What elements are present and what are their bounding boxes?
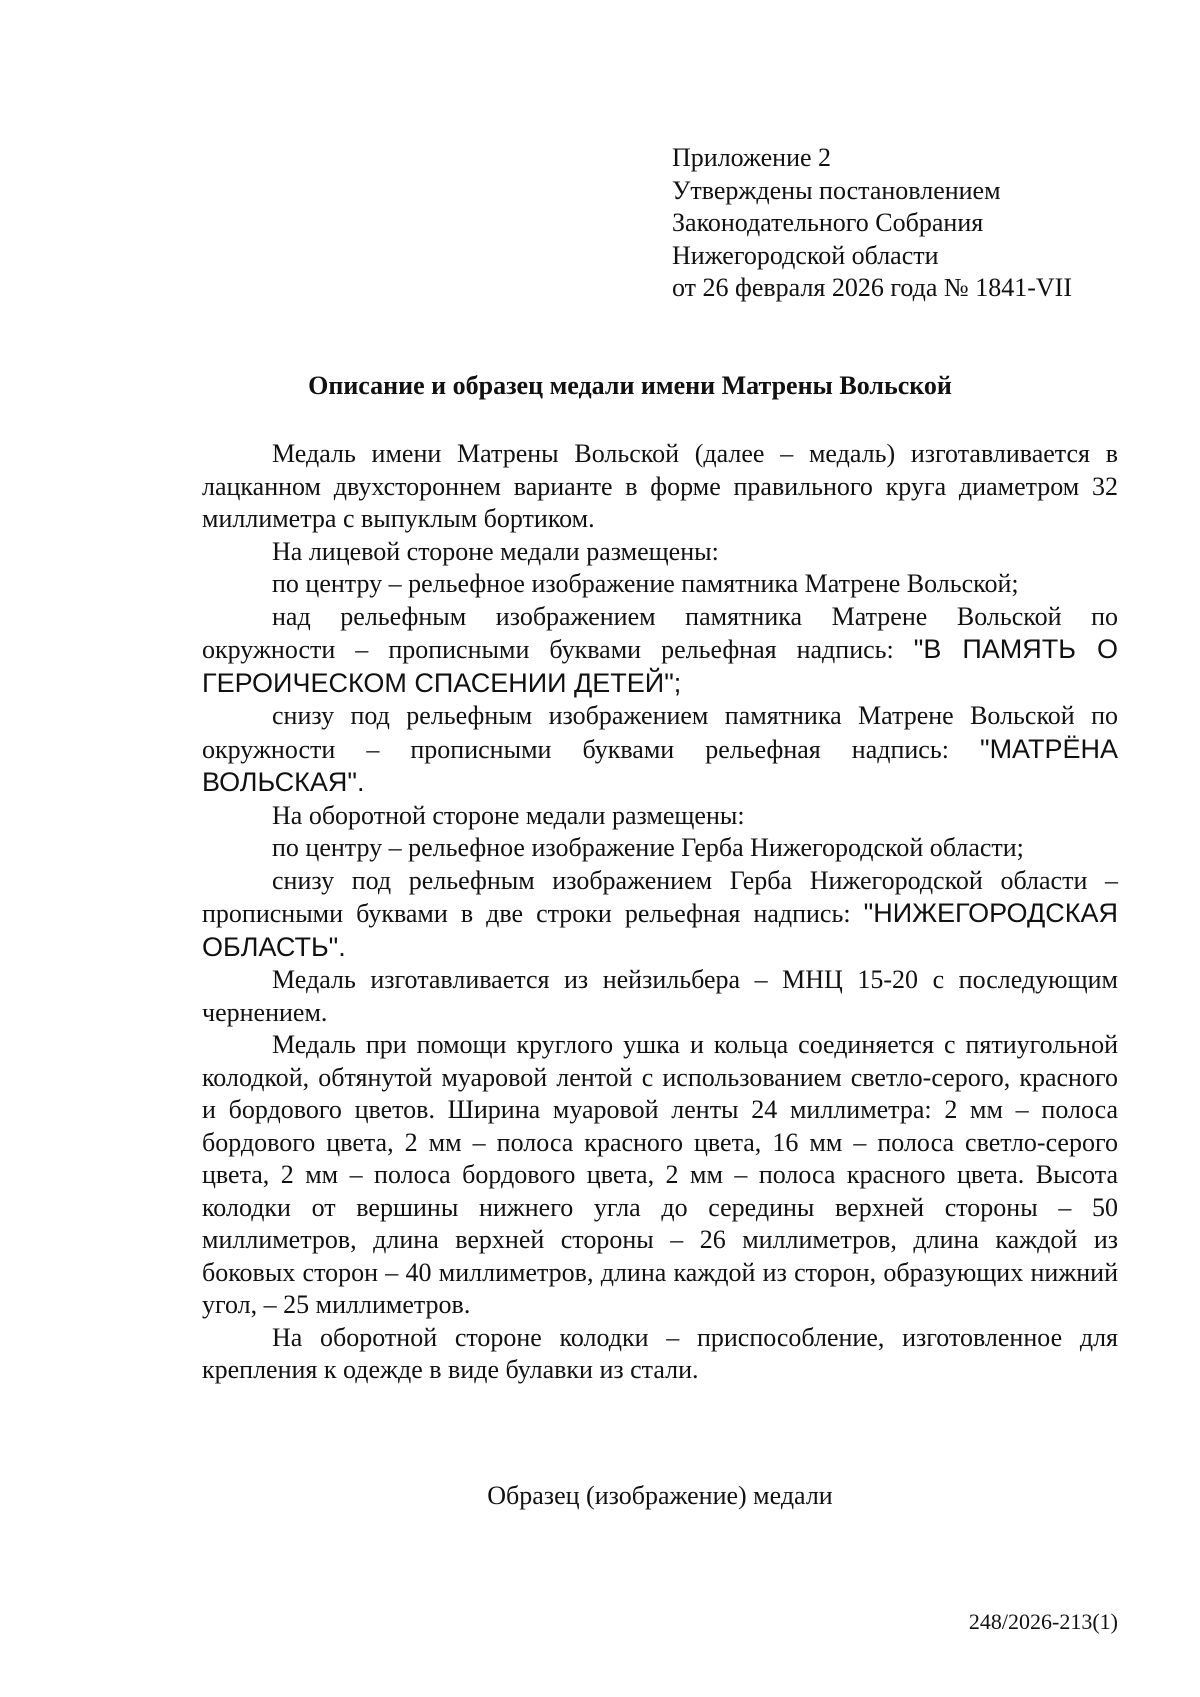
paragraph-front-center: по центру – рельефное изображение памятника Матрене Вольской;	[272, 569, 1019, 598]
paragraph-reverse-inscription	[202, 865, 1118, 965]
paragraph-reverse-center: по центру – рельефное изображение Герба Нижегородской области;	[272, 833, 1024, 862]
appendix-number: Приложение 2	[672, 143, 832, 172]
document-body	[202, 438, 1118, 1387]
inscription-intro: снизу под рельефным изображением Герба Нижегородской области – прописными буквами в две строки рельефная надпись:	[202, 865, 1118, 928]
paragraph-medal-form: Медаль имени Матрены Вольской (далее – медаль) изготавливается в лацканном двухстороннем варианте в форме правильного круга диаметром 32 миллиметра с выпуклым бортиком.	[202, 439, 1118, 533]
inscription-text: "МАТРЁНА ВОЛЬСКАЯ".	[202, 733, 1118, 797]
document-title: Описание и образец медали имени Матрены Вольской	[308, 371, 952, 400]
paragraph-material: Медаль изготавливается из нейзильбера – МНЦ 15-20 с последующим чернением.	[202, 965, 1118, 1027]
medal-image-caption: Образец (изображение) медали	[487, 1481, 833, 1510]
paragraph-front-side: На лицевой стороне медали размещены:	[272, 536, 719, 566]
region-line: Нижегородской области	[672, 240, 939, 270]
document-number: 248/2026-213(1)	[968, 1609, 1118, 1634]
inscription-intro: снизу под рельефным изображением памятника Матрене Вольской по окружности – прописными буквами рельефная надпись:	[202, 701, 1118, 764]
date-number-line: от 26 февраля 2026 года № 1841-VII	[672, 273, 1072, 302]
paragraph-reverse-side: На оборотной стороне медали размещены:	[272, 800, 745, 830]
appendix-block	[672, 142, 1152, 305]
paragraph-front-bottom-inscription	[202, 700, 1118, 800]
assembly-line: Законодательного Собрания	[672, 208, 984, 237]
paragraph-ribbon-block: Медаль при помощи круглого ушка и кольца соединяется с пятиугольной колодкой, обтянутой муаровой лентой с использованием светло-серого, красного и бордового цветов. Ширина муаровой ленты 24 миллиметра: 2 мм – полоса бордового цвета, 2 мм – полоса красного цвета, 16 мм – полоса светло-серого цвета, 2 мм – полоса бордового цвета, 2 мм – полоса красного цвета. Высота колодки от вершины нижнего угла до середины верхней стороны – 50 миллиметров, длина верхней стороны – 26 миллиметров, длина каждой из боковых сторон – 40 миллиметров, длина каждой из сторон, образующих нижний угол, – 25 миллиметров.	[202, 1030, 1118, 1319]
inscription-intro: над рельефным изображением памятника Матрене Вольской по окружности – прописными буквами рельефная надпись:	[202, 601, 1118, 664]
paragraph-front-top-inscription	[202, 601, 1118, 701]
approval-line: Утверждены постановлением	[672, 175, 1001, 205]
paragraph-fastening: На оборотной стороне колодки – приспособление, изготовленное для крепления к одежде в виде булавки из стали.	[202, 1322, 1118, 1384]
inscription-text: "НИЖЕГОРОДСКАЯ ОБЛАСТЬ".	[202, 898, 1118, 962]
inscription-text: "В ПАМЯТЬ О ГЕРОИЧЕСКОМ СПАСЕНИИ ДЕТЕЙ";	[202, 634, 1118, 698]
